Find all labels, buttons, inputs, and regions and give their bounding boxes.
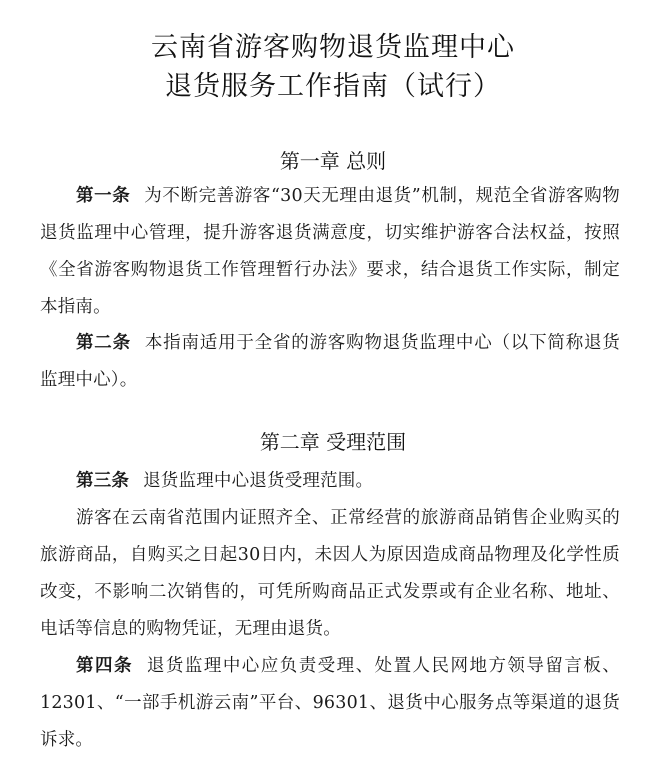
article-4-text: 退货监理中心应负责受理、处置人民网地方领导留言板、12301、“一部手机游云南”平台、96301、退货中心服务点等渠道的退货诉求。 bbox=[40, 656, 620, 750]
article-4-label: 第四条 bbox=[76, 656, 133, 676]
article-3 bbox=[40, 463, 620, 500]
chapter-2-heading: 第二章 受理范围 bbox=[259, 430, 407, 454]
article-2 bbox=[40, 325, 620, 399]
document-title-line2: 退货服务工作指南（试行） bbox=[165, 71, 501, 102]
article-2-text: 本指南适用于全省的游客购物退货监理中心（以下简称退货监理中心）。 bbox=[40, 333, 620, 390]
article-3-detail-text: 游客在云南省范围内证照齐全、正常经营的旅游商品销售企业购买的旅游商品，自购买之日起30日内，未因人为原因造成商品物理及化学性质改变，不影响二次销售的，可凭所购商品正式发票或有企业名称、地址、电话等信息的购物凭证，无理由退货。 bbox=[40, 508, 620, 639]
article-2-label: 第二条 bbox=[76, 333, 131, 353]
article-1 bbox=[40, 178, 620, 326]
article-1-label: 第一条 bbox=[76, 186, 131, 206]
article-4 bbox=[40, 648, 620, 759]
article-1-text: 为不断完善游客“30天无理由退货”机制，规范全省游客购物退货监理中心管理，提升游客退货满意度，切实维护游客合法权益，按照《全省游客购物退货工作管理暂行办法》要求，结合退货工作实际，制定本指南。 bbox=[40, 186, 620, 317]
article-3-detail bbox=[40, 500, 620, 648]
document-title-line1: 云南省游客购物退货监理中心 bbox=[151, 32, 515, 63]
chapter-1-heading: 第一章 总则 bbox=[279, 149, 387, 173]
article-3-text: 退货监理中心退货受理范围。 bbox=[143, 471, 374, 491]
article-3-label: 第三条 bbox=[76, 471, 130, 491]
